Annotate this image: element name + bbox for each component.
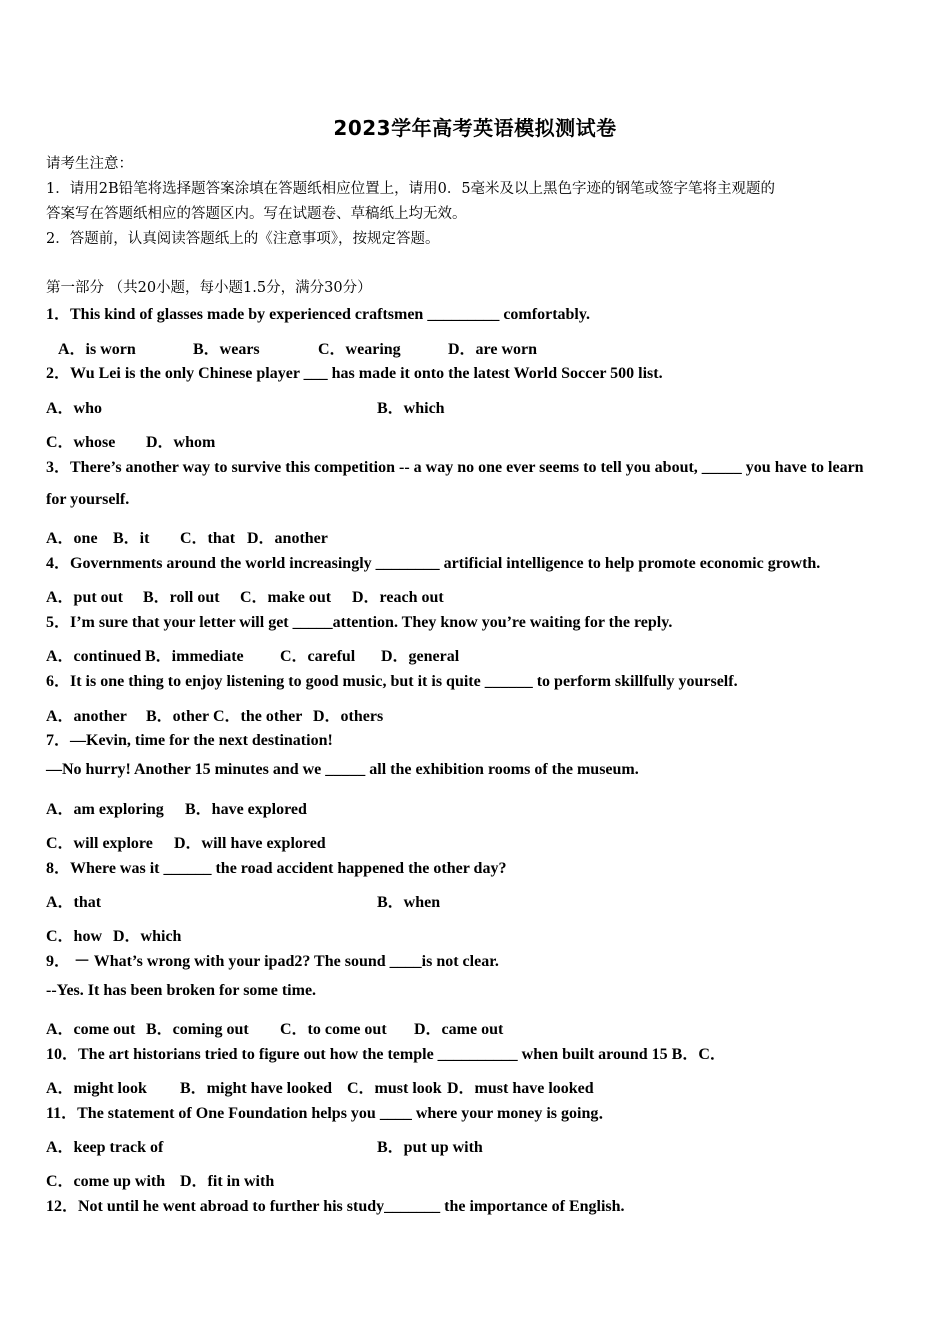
question-5-option-d: D．general xyxy=(381,648,460,665)
question-12-stem: 12．Not until he went abroad to further his study_______ the importance of English. xyxy=(46,1198,625,1215)
question-11-option-d: D．fit in with xyxy=(180,1173,275,1190)
notice-item-1b: 答案写在答题纸相应的答题区内。写在试题卷、草稿纸上均无效。 xyxy=(46,206,467,222)
question-4-option-c: C．make out xyxy=(240,589,332,606)
question-2-option-a: A．who xyxy=(46,400,103,417)
question-2-stem: 2．Wu Lei is the only Chinese player ___ has made it onto the latest World Soccer 500 list. xyxy=(46,365,663,382)
question-2-option-c: C．whose xyxy=(46,434,116,451)
notice-item-1a: 1．请用2B铅笔将选择题答案涂填在答题纸相应位置上，请用0．5毫米及以上黑色字迹的钢笔或签字笔将主观题的 xyxy=(46,181,776,197)
question-9-option-d: D．came out xyxy=(414,1021,504,1038)
question-8-stem: 8．Where was it ______ the road accident happened the other day? xyxy=(46,860,507,877)
question-3-option-c: C．that xyxy=(180,530,236,547)
question-2-option-b: B．which xyxy=(377,400,445,417)
question-7-stem-continued: —No hurry! Another 15 minutes and we _____ all the exhibition rooms of the museum. xyxy=(46,761,639,778)
question-6-option-b: B．other xyxy=(146,708,210,725)
question-9-option-b: B．coming out xyxy=(146,1021,249,1038)
question-2-option-d: D．whom xyxy=(146,434,216,451)
exam-title: 2023学年高考英语模拟测试卷 xyxy=(333,116,617,140)
question-11-option-c: C．come up with xyxy=(46,1173,166,1190)
question-6-option-a: A．another xyxy=(46,708,127,725)
question-8-option-b: B．when xyxy=(377,894,441,911)
question-1-option-a: A．is worn xyxy=(58,341,136,358)
question-3-option-b: B．it xyxy=(113,530,150,547)
question-7-option-c: C．will explore xyxy=(46,835,153,852)
question-7-option-d: D．will have explored xyxy=(174,835,326,852)
question-4-option-a: A．put out xyxy=(46,589,123,606)
question-3-option-a: A．one xyxy=(46,530,98,547)
question-3-stem: 3．There’s another way to survive this competition -- a way no one ever seems to tell you about, _____ you have to learn xyxy=(46,459,864,476)
question-9-option-c: C．to come out xyxy=(280,1021,387,1038)
question-4-stem: 4．Governments around the world increasingly ________ artificial intelligence to help promote economic growth. xyxy=(46,555,821,572)
question-10-option-a: A．might look xyxy=(46,1080,147,1097)
question-8-option-c: C．how xyxy=(46,928,103,945)
question-1-option-d: D．are worn xyxy=(448,341,538,358)
question-9-stem: 9． － What’s wrong with your ipad2? The sound ____is not clear. xyxy=(46,953,499,970)
question-3-option-d: D．another xyxy=(247,530,328,547)
question-10-stem: 10．The art historians tried to figure out how the temple __________ when built around 15 B．C． xyxy=(46,1046,726,1063)
question-6-option-d: D．others xyxy=(313,708,384,725)
question-1-option-c: C．wearing xyxy=(318,341,401,358)
question-5-stem: 5．I’m sure that your letter will get _____attention. They know you’re waiting for the reply. xyxy=(46,614,673,631)
question-1-option-b: B．wears xyxy=(193,341,260,358)
question-11-stem: 11．The statement of One Foundation helps you ____ where your money is going． xyxy=(46,1105,615,1122)
question-4-option-d: D．reach out xyxy=(352,589,444,606)
notice-item-2: 2．答题前，认真阅读答题纸上的《注意事项》，按规定答题。 xyxy=(46,231,440,247)
question-5-option-c: C．careful xyxy=(280,648,356,665)
question-5-option-b: B．immediate xyxy=(145,648,244,665)
question-7-option-b: B．have explored xyxy=(185,801,307,818)
notice-heading: 请考生注意： xyxy=(46,156,133,172)
question-9-stem-continued: --Yes. It has been broken for some time. xyxy=(46,982,317,999)
question-1-stem: 1．This kind of glasses made by experienced craftsmen _________ comfortably. xyxy=(46,306,590,323)
question-3-stem-continued: for yourself. xyxy=(46,491,130,508)
question-11-option-a: A．keep track of xyxy=(46,1139,164,1156)
question-10-option-c: C．must look xyxy=(347,1080,442,1097)
question-5-option-a: A．continued xyxy=(46,648,142,665)
section-header: 第一部分 （共20小题，每小题1.5分，满分30分） xyxy=(46,280,372,296)
question-8-option-a: A．that xyxy=(46,894,102,911)
question-11-option-b: B．put up with xyxy=(377,1139,483,1156)
question-6-option-c: C．the other xyxy=(213,708,303,725)
question-9-option-a: A．come out xyxy=(46,1021,136,1038)
question-10-option-b: B．might have looked xyxy=(180,1080,333,1097)
question-7-stem: 7．—Kevin, time for the next destination! xyxy=(46,732,333,749)
question-6-stem: 6．It is one thing to enjoy listening to good music, but it is quite ______ to perform skillfully yourself. xyxy=(46,673,738,690)
question-4-option-b: B．roll out xyxy=(143,589,220,606)
question-8-option-d: D．which xyxy=(113,928,182,945)
question-10-option-d: D．must have looked xyxy=(447,1080,594,1097)
question-7-option-a: A．am exploring xyxy=(46,801,164,818)
